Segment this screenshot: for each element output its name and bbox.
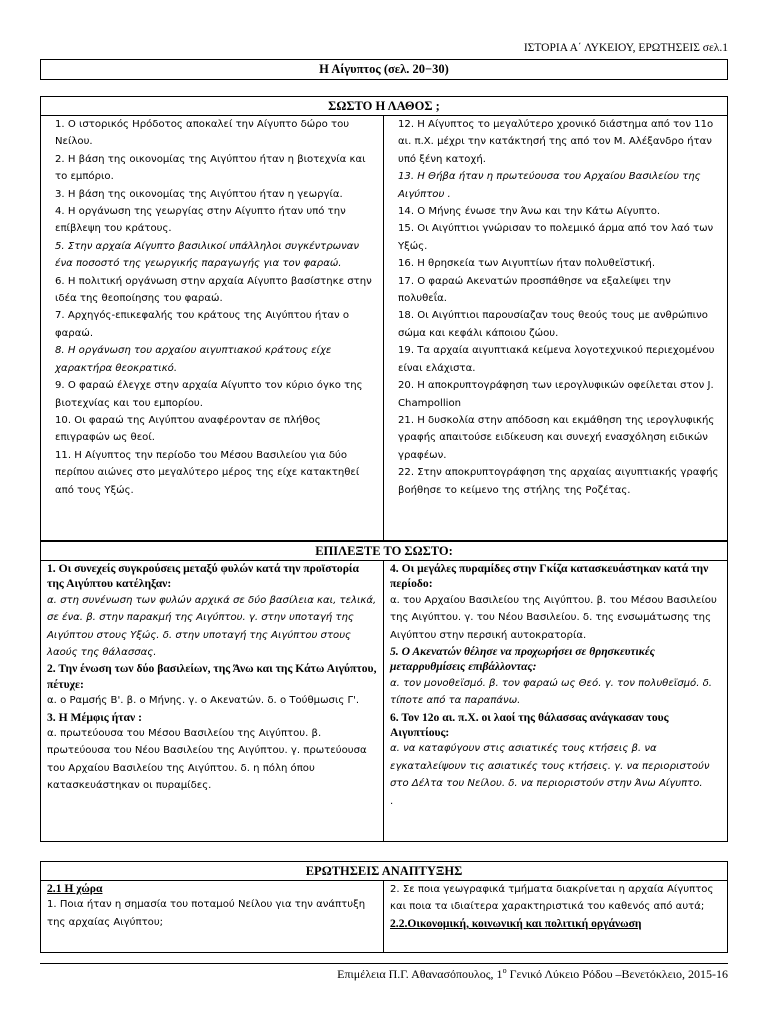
- multiple-choice-table: [40, 560, 728, 842]
- page-header: ΙΣΤΟΡΙΑ Α΄ ΛΥΚΕΙΟΥ, ΕΡΩΤΗΣΕΙΣ σελ.1: [523, 42, 728, 54]
- development-table: [40, 880, 728, 953]
- multiple-choice-heading: ΕΠΙΛΕΞΤΕ ΤΟ ΣΩΣΤΟ:: [40, 541, 728, 561]
- statement-item: 13. Η Θήβα ήταν η πρωτεύουσα του Αρχαίου Βασιλείου της Αιγύπτου .: [398, 171, 701, 200]
- statement-item: 4. Η οργάνωση της γεωργίας στην Αίγυπτο ήταν υπό την επίβλεψη του κράτους.: [55, 206, 346, 235]
- development-question-2: 2. Σε ποια γεωγραφικά τμήματα διακρίνεται η αρχαία Αίγυπτος και ποια τα ιδιαίτερα χαρακτηριστικά του καθενός από αυτά;: [390, 884, 714, 913]
- statement-item: 22. Στην αποκρυπτογράφηση της αρχαίας αιγυπτιακής γραφής βοήθησε το κείμενο της στήλης της Ροζέτας.: [398, 467, 719, 496]
- development-heading: ΕΡΩΤΗΣΕΙΣ ΑΝΑΠΤΥΞΗΣ: [40, 861, 728, 881]
- mc-question-4: 4. Οι μεγάλες πυραμίδες στην Γκίζα κατασκευάστηκαν κατά την περίοδο:: [390, 562, 709, 591]
- mc-question-3: 3. Η Μέμφις ήταν :: [47, 710, 142, 724]
- mc-answer-3: α. πρωτεύουσα του Μέσου Βασιλείου της Αιγύπτου. β. πρωτεύουσα του Νέου Βασιλείου της Αιγύπτου. γ. πρωτεύουσα του Αρχαίου Βασιλείου της Αιγύπτου. δ. η πόλη όπου κατασκευάστηκαν οι πυραμίδες.: [47, 728, 367, 792]
- development-left-column: [41, 880, 384, 952]
- development-question-1: 1. Ποια ήταν η σημασία του ποταμού Νείλου για την ανάπτυξη της αρχαίας Αιγύπτου;: [47, 899, 366, 928]
- footer-divider: [40, 963, 728, 964]
- footer-school: Γενικό Λύκειο Ρόδου –Βενετόκλειο, 2015-16: [506, 967, 728, 981]
- mc-question-6: 6. Τον 12ο αι. π.Χ. οι λαοί της θάλασσας ανάγκασαν τους Αιγυπτίους:: [390, 710, 669, 740]
- multiple-choice-left-column: [41, 560, 384, 841]
- statement-item: 9. Ο φαραώ έλεγχε στην αρχαία Αίγυπτο τον κύριο όγκο της βιοτεχνίας και του εμπορίου.: [55, 380, 363, 409]
- statement-item: 1. Ο ιστορικός Ηρόδοτος αποκαλεί την Αίγυπτο δώρο του Νείλου.: [55, 119, 350, 148]
- statement-item: 10. Οι φαραώ της Αιγύπτου αναφέρονταν σε πλήθος επιγραφών ως θεοί.: [55, 414, 321, 444]
- statement-item: 19. Τα αρχαία αιγυπτιακά κείμενα λογοτεχνικού περιεχομένου είναι ελάχιστα.: [398, 345, 715, 374]
- statement-item: 21. Η δυσκολία στην απόδοση και εκμάθηση της ιερογλυφικής γραφής απαιτούσε ειδίκευση και συνεχή ενασχόληση ειδικών γραφέων.: [398, 414, 715, 461]
- mc-answer-2: α. ο Ραμσής Β'. β. ο Μήνης. γ. ο Ακενατών. δ. ο Τούθμωσις Γ'.: [47, 695, 360, 707]
- true-false-heading: ΣΩΣΤΟ Η ΛΑΘΟΣ ;: [40, 96, 728, 116]
- statement-item: 15. Οι Αιγύπτιοι γνώρισαν το πολεμικό άρμα από τον λαό των Υξώς.: [398, 223, 714, 252]
- statement-item: 5. Στην αρχαία Αίγυπτο βασιλικοί υπάλληλοι συγκέντρωναν ένα ποσοστό της γεωργικής παραγωγής για τον φαραώ.: [55, 240, 360, 270]
- statement-item: 2. Η βάση της οικονομίας της Αιγύπτου ήταν η βιοτεχνία και το εμπόριο.: [55, 153, 366, 183]
- mc-question-2: 2. Την ένωση των δύο βασιλείων, της Άνω και της Κάτω Αιγύπτου, πέτυχε:: [47, 662, 377, 691]
- statement-item: 18. Οι Αιγύπτιοι παρουσίαζαν τους θεούς τους με ανθρώπινο σώμα και κεφάλι κάποιου ζώου.: [398, 310, 708, 339]
- statement-item: 17. Ο φαραώ Ακενατών προσπάθησε να εξαλείψει την πολυθεΐα.: [398, 275, 671, 305]
- mc-answer-1: α. στη συνένωση των φυλών αρχικά σε δύο βασίλεια και, τελικά, σε ένα. β. στην παρακμή της Αιγύπτου. γ. στην υποταγή της Αιγύπτου στους Υξώς. δ. στην υποταγή της Αιγύπτου στους λαούς της θάλασσας.: [47, 594, 377, 659]
- mc-answer-5: α. τον μονοθεϊσμό. β. τον φαραώ ως Θεό. γ. τον πολυθεϊσμό. δ. τίποτε από τα παραπάνω.: [390, 677, 713, 707]
- development-right-column: [384, 880, 727, 952]
- multiple-choice-right-column: [384, 560, 727, 841]
- true-false-table: [40, 115, 728, 541]
- mc-answer-4: α. του Αρχαίου Βασιλείου της Αιγύπτου. β. του Μέσου Βασιλείου της Αιγύπτου. γ. του Νέου Βασιλείου. δ. της ενσωμάτωσης της Αιγύπτου στην περσική αυτοκρατορία.: [390, 594, 717, 641]
- section-2-1-title: 2.1 Η χώρα: [47, 882, 103, 895]
- statement-item: 3. Η βάση της οικονομίας της Αιγύπτου ήταν η γεωργία.: [55, 188, 343, 200]
- statement-item: 20. Η αποκρυπτογράφηση των ιερογλυφικών οφείλεται στον J. Champollion: [398, 380, 714, 409]
- statement-item: 8. Η οργάνωση του αρχαίου αιγυπτιακού κράτους είχε χαρακτήρα θεοκρατικό.: [55, 345, 332, 374]
- statement-item: 14. Ο Μήνης ένωσε την Άνω και την Κάτω Αίγυπτο.: [398, 206, 661, 218]
- mc-answer-6: α. να καταφύγουν στις ασιατικές τους κτήσεις β. να εγκαταλείψουν τις ασιατικές τους κτήσεις. γ. να περιοριστούν στο Δέλτα του Νείλου. δ. να περιοριστούν στην Άνω Αίγυπτο.: [390, 743, 710, 790]
- mc-trailing-dot: .: [390, 795, 394, 807]
- footer-author: Επιμέλεια Π.Γ. Αθανασόπουλος, 1: [337, 967, 503, 981]
- statement-item: 6. Η πολιτική οργάνωση στην αρχαία Αίγυπτο βασίστηκε στην ιδέα της θεοποίησης του φαραώ.: [55, 275, 372, 305]
- statement-item: 11. Η Αίγυπτος την περίοδο του Μέσου Βασιλείου για δύο περίπου αιώνες στο μεγαλύτερο μέρος της είχε κατακτηθεί από τους Υξώς.: [55, 449, 360, 496]
- true-false-left-column: [41, 115, 384, 540]
- mc-question-1: 1. Οι συνεχείς συγκρούσεις μεταξύ φυλών κατά την προϊστορία της Αιγύπτου κατέληξαν:: [47, 562, 359, 591]
- statement-item: 16. Η θρησκεία των Αιγυπτίων ήταν πολυθεϊστική.: [398, 258, 656, 270]
- footer-superscript: ο: [502, 966, 507, 975]
- mc-question-5: 5. Ο Ακενατών θέλησε να προχωρήσει σε θρησκευτικές μεταρρυθμίσεις επιβάλλοντας:: [390, 645, 655, 674]
- true-false-right-column: [384, 115, 727, 540]
- statement-item: 12. Η Αίγυπτος το μεγαλύτερο χρονικό διάστημα από τον 11ο αι. π.Χ. μέχρι την κατάκτησή της από τον Μ. Αλέξανδρο ήταν υπό ξένη κατοχή.: [398, 119, 714, 165]
- statement-item: 7. Αρχηγός-επικεφαλής του κράτους της Αιγύπτου ήταν ο φαραώ.: [55, 310, 350, 339]
- page-title: Η Αίγυπτος (σελ. 20−30): [40, 59, 728, 80]
- section-2-2-title: 2.2.Οικονομική, κοινωνική και πολιτική οργάνωση: [390, 916, 642, 930]
- page-footer: [337, 966, 728, 982]
